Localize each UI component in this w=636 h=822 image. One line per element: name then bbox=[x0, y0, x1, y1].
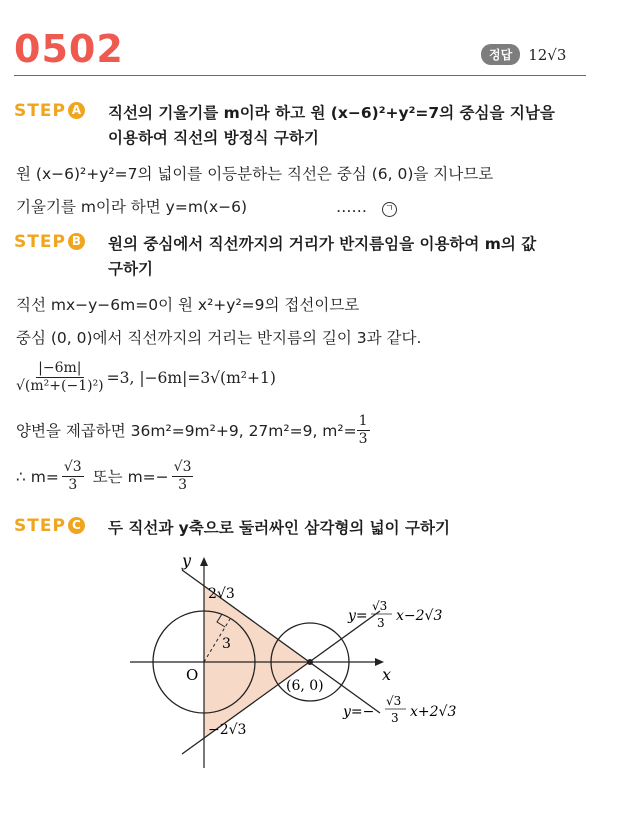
line1-denominator: 3 bbox=[377, 616, 385, 630]
problem-number: 0502 bbox=[14, 27, 124, 71]
m-value-numerator-2: √3 bbox=[173, 459, 192, 475]
step-a-title-line2: 이용하여 직선의 방정식 구하기 bbox=[108, 129, 319, 147]
x-axis-label: x bbox=[382, 665, 392, 684]
bottom-intercept-label: −2√3 bbox=[208, 722, 247, 738]
m-value-fraction-2 bbox=[172, 459, 194, 494]
line2-numerator: √3 bbox=[386, 694, 402, 708]
step-b-text-4 bbox=[16, 413, 370, 448]
m-squared-denominator: 3 bbox=[358, 431, 368, 447]
header-divider bbox=[14, 75, 586, 76]
step-b-text-3 bbox=[16, 360, 276, 395]
step-a-mark-symbol: ㄱ bbox=[382, 202, 397, 217]
line1-suffix: x−2√3 bbox=[396, 608, 443, 624]
origin-label: O bbox=[186, 666, 199, 684]
step-a-title-line1: 직선의 기울기를 m이라 하고 원 (x−6)²+y²=7의 중심을 지남을 bbox=[108, 104, 555, 122]
step-b-text-1: 직선 mx−y−6m=0이 원 x²+y²=9의 접선이므로 bbox=[16, 296, 360, 314]
step-a-word: STEP bbox=[14, 101, 66, 121]
line1-prefix: y= bbox=[348, 608, 368, 624]
step-a-text-2: 기울기를 m이라 하면 y=m(x−6) bbox=[16, 198, 248, 216]
or-text: 또는 m=− bbox=[92, 467, 169, 486]
step-b-header bbox=[14, 232, 536, 282]
m-value-denominator-2: 3 bbox=[178, 477, 188, 493]
distance-fraction bbox=[16, 360, 104, 395]
m-value-fraction-1 bbox=[62, 459, 84, 494]
step-a-dots: …… bbox=[336, 198, 367, 216]
therefore-prefix: ∴ m= bbox=[16, 467, 59, 486]
m-value-denominator-1: 3 bbox=[68, 477, 78, 493]
step-a-header bbox=[14, 101, 555, 151]
center-label: (6, 0) bbox=[286, 678, 324, 694]
distance-equation: =3, |−6m|=3√(m²+1) bbox=[106, 368, 276, 387]
distance-numerator: |−6m| bbox=[38, 360, 82, 376]
step-a-letter: A bbox=[68, 102, 85, 119]
step-b-letter: B bbox=[68, 233, 85, 250]
step-c-title bbox=[108, 516, 450, 541]
line1-numerator: √3 bbox=[372, 599, 388, 613]
step-a-text-1: 원 (x−6)²+y²=7의 넓이를 이등분하는 직선은 중심 (6, 0)을 지나므로 bbox=[16, 165, 494, 183]
center-point bbox=[307, 659, 313, 665]
m-squared-numerator: 1 bbox=[358, 413, 368, 429]
step-c-letter: C bbox=[68, 517, 85, 534]
distance-denominator: √(m²+(−1)²) bbox=[16, 378, 104, 394]
step-b-text-5 bbox=[16, 459, 193, 494]
line2-suffix: x+2√3 bbox=[410, 704, 457, 720]
top-intercept-label: 2√3 bbox=[208, 586, 235, 602]
m-value-numerator-1: √3 bbox=[63, 459, 82, 475]
answer-badge: 정답 bbox=[481, 44, 520, 65]
step-b-word: STEP bbox=[14, 232, 66, 252]
y-axis-arrow bbox=[200, 557, 208, 566]
step-b-title-line1: 원의 중심에서 직선까지의 거리가 반지름임을 이용하여 m의 값 bbox=[108, 235, 537, 253]
geometry-figure bbox=[0, 540, 636, 822]
y-axis-label: y bbox=[182, 551, 192, 570]
line2-denominator: 3 bbox=[391, 711, 399, 725]
step-c-header bbox=[14, 516, 450, 541]
step-b-title-line2: 구하기 bbox=[108, 260, 153, 278]
step-a-title bbox=[108, 101, 555, 151]
step-a-mark bbox=[382, 196, 397, 218]
line2-prefix: y=− bbox=[343, 704, 375, 720]
answer-value: 12√3 bbox=[528, 45, 567, 64]
step-c-title-line1: 두 직선과 y축으로 둘러싸인 삼각형의 넓이 구하기 bbox=[108, 519, 450, 537]
radius-label: 3 bbox=[222, 636, 231, 652]
squared-equation: 양변을 제곱하면 36m²=9m²+9, 27m²=9, m²= bbox=[16, 421, 357, 440]
step-b-title bbox=[108, 232, 536, 282]
answer-box bbox=[481, 44, 566, 65]
m-squared-fraction bbox=[357, 413, 370, 448]
step-b-text-2: 중심 (0, 0)에서 직선까지의 거리는 반지름의 길이 3과 같다. bbox=[16, 329, 422, 347]
step-c-word: STEP bbox=[14, 516, 66, 536]
